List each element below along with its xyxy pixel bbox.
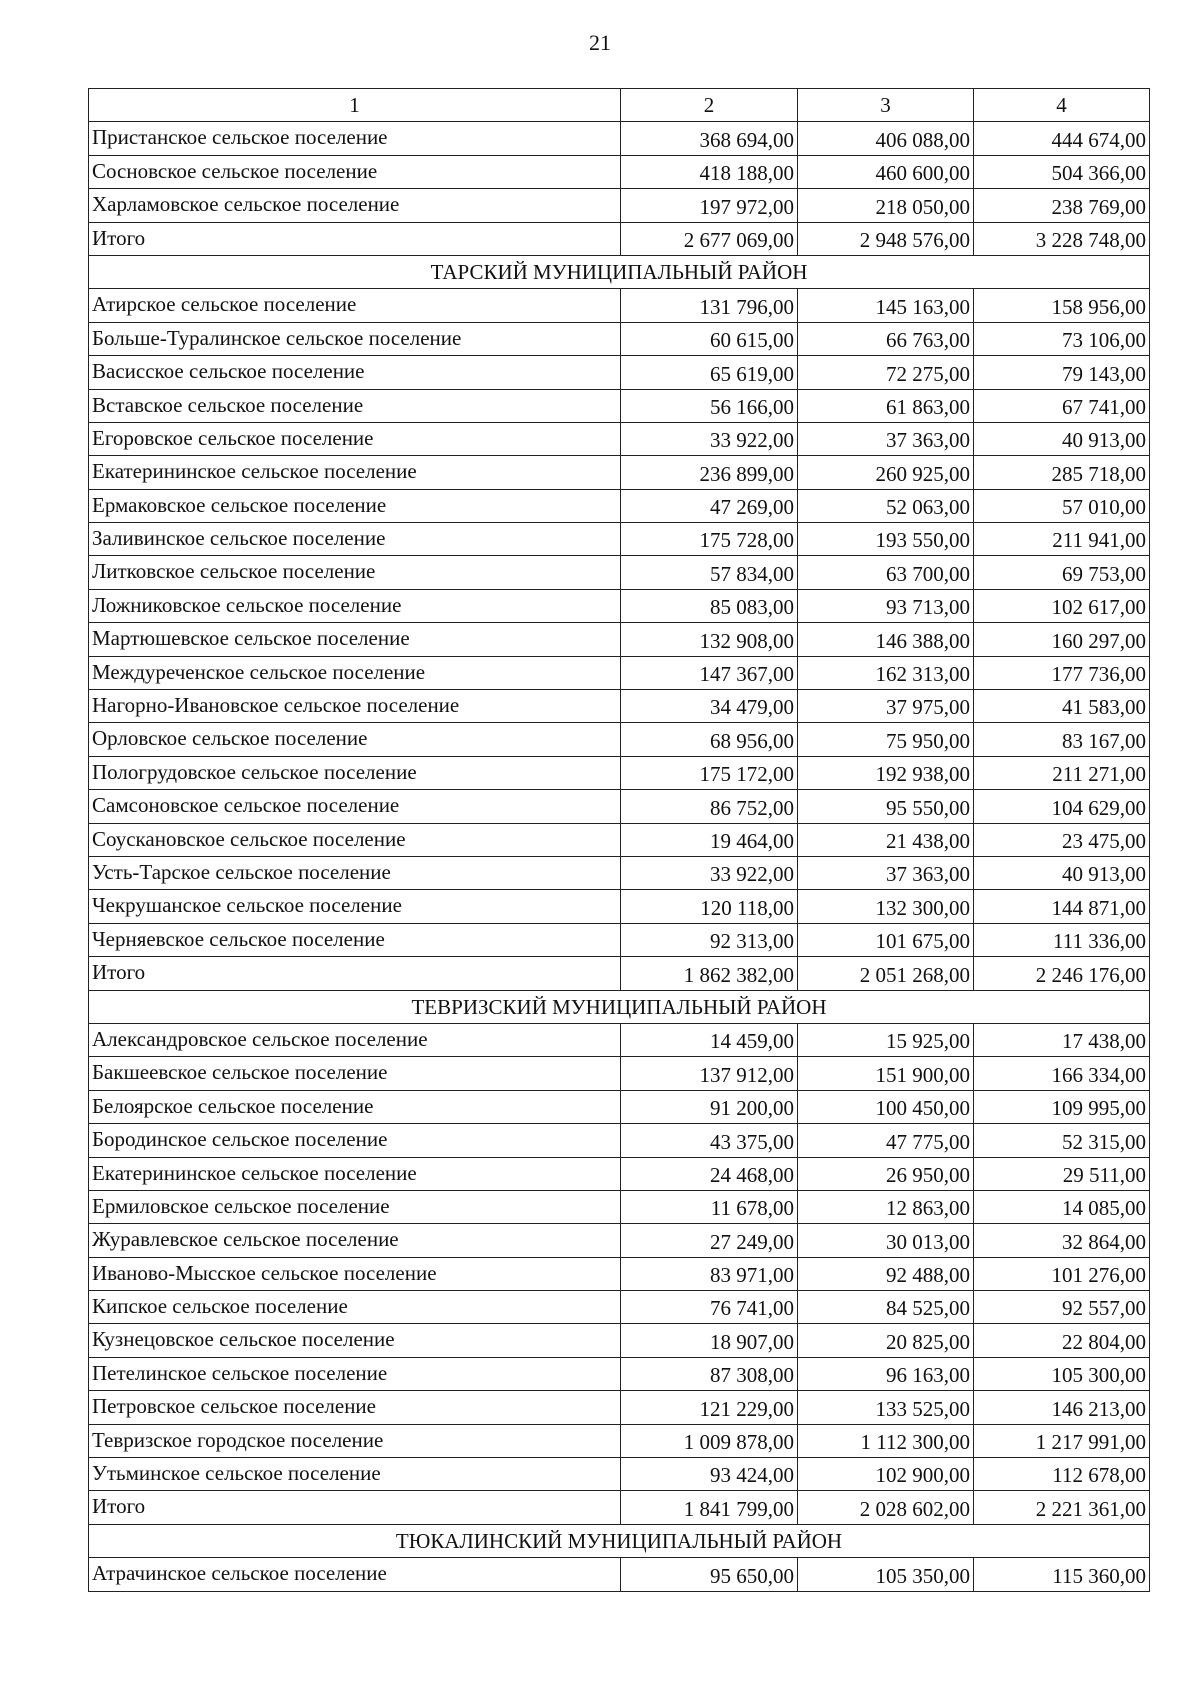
value-col-2: 57 834,00: [621, 556, 798, 589]
value-col-3: 1 112 300,00: [798, 1424, 974, 1457]
section-title: ТЮКАЛИНСКИЙ МУНИЦИПАЛЬНЫЙ РАЙОН: [89, 1524, 1150, 1557]
value-col-3: 102 900,00: [798, 1458, 974, 1491]
section-header-row: [89, 255, 1150, 288]
value-col-3: 63 700,00: [798, 556, 974, 589]
table-row: [89, 1224, 1150, 1257]
value-col-2: 60 615,00: [621, 322, 798, 355]
settlement-name: Заливинское сельское поселение: [89, 523, 621, 556]
page-number: 21: [589, 30, 611, 55]
value-col-2: 18 907,00: [621, 1324, 798, 1357]
value-col-3: 37 363,00: [798, 422, 974, 455]
total-row: [89, 1491, 1150, 1524]
value-col-4: 41 583,00: [974, 690, 1150, 723]
value-col-4: 3 228 748,00: [974, 222, 1150, 255]
settlement-name: Александровское сельское поселение: [89, 1023, 621, 1056]
settlement-name: Литковское сельское поселение: [89, 556, 621, 589]
value-col-3: 66 763,00: [798, 322, 974, 355]
header-row: [89, 89, 1150, 122]
allocation-table: [88, 88, 1150, 1592]
value-col-2: 2 677 069,00: [621, 222, 798, 255]
settlement-name: Бородинское сельское поселение: [89, 1124, 621, 1157]
table-row: [89, 823, 1150, 856]
value-col-2: 87 308,00: [621, 1357, 798, 1390]
value-col-3: 406 088,00: [798, 122, 974, 155]
value-col-4: 73 106,00: [974, 322, 1150, 355]
value-col-4: 104 629,00: [974, 790, 1150, 823]
settlement-name: Кипское сельское поселение: [89, 1291, 621, 1324]
value-col-2: 131 796,00: [621, 289, 798, 322]
settlement-name: Иваново-Мысское сельское поселение: [89, 1257, 621, 1290]
value-col-2: 93 424,00: [621, 1458, 798, 1491]
value-col-3: 192 938,00: [798, 756, 974, 789]
value-col-3: 145 163,00: [798, 289, 974, 322]
value-col-2: 85 083,00: [621, 589, 798, 622]
value-col-2: 1 841 799,00: [621, 1491, 798, 1524]
value-col-2: 147 367,00: [621, 656, 798, 689]
total-label: Итого: [89, 222, 621, 255]
value-col-2: 33 922,00: [621, 422, 798, 455]
value-col-3: 133 525,00: [798, 1391, 974, 1424]
value-col-3: 21 438,00: [798, 823, 974, 856]
section-header-row: [89, 990, 1150, 1023]
header-col-2: 2: [621, 89, 798, 122]
table-row: [89, 155, 1150, 188]
value-col-2: 33 922,00: [621, 856, 798, 889]
table-row: [89, 1324, 1150, 1357]
table-row: [89, 1057, 1150, 1090]
value-col-3: 100 450,00: [798, 1090, 974, 1123]
table-row: [89, 923, 1150, 956]
value-col-2: 92 313,00: [621, 923, 798, 956]
header-col-3: 3: [798, 89, 974, 122]
value-col-2: 11 678,00: [621, 1190, 798, 1223]
value-col-2: 175 172,00: [621, 756, 798, 789]
table-row: [89, 1357, 1150, 1390]
value-col-2: 14 459,00: [621, 1023, 798, 1056]
table-row: [89, 1458, 1150, 1491]
value-col-4: 2 221 361,00: [974, 1491, 1150, 1524]
table-row: [89, 589, 1150, 622]
value-col-3: 260 925,00: [798, 456, 974, 489]
value-col-4: 166 334,00: [974, 1057, 1150, 1090]
value-col-4: 40 913,00: [974, 856, 1150, 889]
settlement-name: Междуреченское сельское поселение: [89, 656, 621, 689]
value-col-4: 109 995,00: [974, 1090, 1150, 1123]
value-col-3: 47 775,00: [798, 1124, 974, 1157]
value-col-2: 56 166,00: [621, 389, 798, 422]
value-col-4: 23 475,00: [974, 823, 1150, 856]
value-col-3: 218 050,00: [798, 189, 974, 222]
value-col-2: 24 468,00: [621, 1157, 798, 1190]
settlement-name: Петелинское сельское поселение: [89, 1357, 621, 1390]
value-col-3: 96 163,00: [798, 1357, 974, 1390]
value-col-3: 37 975,00: [798, 690, 974, 723]
value-col-4: 17 438,00: [974, 1023, 1150, 1056]
total-label: Итого: [89, 957, 621, 990]
header-col-4: 4: [974, 89, 1150, 122]
table-row: [89, 489, 1150, 522]
value-col-2: 27 249,00: [621, 1224, 798, 1257]
table-row: [89, 1023, 1150, 1056]
settlement-name: Вставское сельское поселение: [89, 389, 621, 422]
table-row: [89, 1090, 1150, 1123]
settlement-name: Пристанское сельское поселение: [89, 122, 621, 155]
table-row: [89, 523, 1150, 556]
table-row: [89, 890, 1150, 923]
settlement-name: Утьминское сельское поселение: [89, 1458, 621, 1491]
value-col-4: 211 271,00: [974, 756, 1150, 789]
value-col-3: 95 550,00: [798, 790, 974, 823]
value-col-4: 2 246 176,00: [974, 957, 1150, 990]
value-col-4: 67 741,00: [974, 389, 1150, 422]
value-col-4: 111 336,00: [974, 923, 1150, 956]
value-col-4: 146 213,00: [974, 1391, 1150, 1424]
table-row: [89, 322, 1150, 355]
value-col-4: 14 085,00: [974, 1190, 1150, 1223]
value-col-2: 175 728,00: [621, 523, 798, 556]
value-col-3: 84 525,00: [798, 1291, 974, 1324]
value-col-4: 40 913,00: [974, 422, 1150, 455]
settlement-name: Белоярское сельское поселение: [89, 1090, 621, 1123]
settlement-name: Атирское сельское поселение: [89, 289, 621, 322]
settlement-name: Тевризское городское поселение: [89, 1424, 621, 1457]
settlement-name: Атрачинское сельское поселение: [89, 1558, 621, 1591]
table-row: [89, 189, 1150, 222]
table-row: [89, 723, 1150, 756]
value-col-4: 57 010,00: [974, 489, 1150, 522]
value-col-4: 211 941,00: [974, 523, 1150, 556]
value-col-4: 92 557,00: [974, 1291, 1150, 1324]
settlement-name: Кузнецовское сельское поселение: [89, 1324, 621, 1357]
table-row: [89, 422, 1150, 455]
settlement-name: Егоровское сельское поселение: [89, 422, 621, 455]
value-col-3: 162 313,00: [798, 656, 974, 689]
value-col-4: 238 769,00: [974, 189, 1150, 222]
value-col-3: 101 675,00: [798, 923, 974, 956]
value-col-2: 95 650,00: [621, 1558, 798, 1591]
value-col-3: 93 713,00: [798, 589, 974, 622]
value-col-4: 101 276,00: [974, 1257, 1150, 1290]
value-col-2: 34 479,00: [621, 690, 798, 723]
value-col-3: 61 863,00: [798, 389, 974, 422]
settlement-name: Нагорно-Ивановское сельское поселение: [89, 690, 621, 723]
value-col-4: 112 678,00: [974, 1458, 1150, 1491]
settlement-name: Соускановское сельское поселение: [89, 823, 621, 856]
table-row: [89, 356, 1150, 389]
settlement-name: Ермаковское сельское поселение: [89, 489, 621, 522]
value-col-4: 285 718,00: [974, 456, 1150, 489]
settlement-name: Васисское сельское поселение: [89, 356, 621, 389]
value-col-3: 146 388,00: [798, 623, 974, 656]
settlement-name: Усть-Тарское сельское поселение: [89, 856, 621, 889]
table-row: [89, 456, 1150, 489]
value-col-4: 160 297,00: [974, 623, 1150, 656]
value-col-3: 20 825,00: [798, 1324, 974, 1357]
value-col-3: 12 863,00: [798, 1190, 974, 1223]
value-col-2: 86 752,00: [621, 790, 798, 823]
table-row: [89, 790, 1150, 823]
value-col-3: 193 550,00: [798, 523, 974, 556]
value-col-4: 29 511,00: [974, 1157, 1150, 1190]
table-row: [89, 289, 1150, 322]
value-col-3: 2 051 268,00: [798, 957, 974, 990]
value-col-2: 83 971,00: [621, 1257, 798, 1290]
value-col-4: 177 736,00: [974, 656, 1150, 689]
value-col-4: 102 617,00: [974, 589, 1150, 622]
table-row: [89, 389, 1150, 422]
value-col-4: 158 956,00: [974, 289, 1150, 322]
section-title: ТАРСКИЙ МУНИЦИПАЛЬНЫЙ РАЙОН: [89, 255, 1150, 288]
settlement-name: Ложниковское сельское поселение: [89, 589, 621, 622]
value-col-2: 43 375,00: [621, 1124, 798, 1157]
settlement-name: Журавлевское сельское поселение: [89, 1224, 621, 1257]
value-col-3: 151 900,00: [798, 1057, 974, 1090]
table-row: [89, 122, 1150, 155]
table-row: [89, 623, 1150, 656]
table-row: [89, 1124, 1150, 1157]
table-row: [89, 1391, 1150, 1424]
settlement-name: Петровское сельское поселение: [89, 1391, 621, 1424]
value-col-4: 105 300,00: [974, 1357, 1150, 1390]
section-header-row: [89, 1524, 1150, 1557]
table-row: [89, 690, 1150, 723]
value-col-4: 79 143,00: [974, 356, 1150, 389]
value-col-4: 144 871,00: [974, 890, 1150, 923]
value-col-2: 121 229,00: [621, 1391, 798, 1424]
value-col-4: 22 804,00: [974, 1324, 1150, 1357]
value-col-2: 197 972,00: [621, 189, 798, 222]
settlement-name: Чекрушанское сельское поселение: [89, 890, 621, 923]
value-col-2: 65 619,00: [621, 356, 798, 389]
value-col-2: 19 464,00: [621, 823, 798, 856]
settlement-name: Орловское сельское поселение: [89, 723, 621, 756]
value-col-3: 15 925,00: [798, 1023, 974, 1056]
settlement-name: Сосновское сельское поселение: [89, 155, 621, 188]
value-col-4: 115 360,00: [974, 1558, 1150, 1591]
value-col-2: 47 269,00: [621, 489, 798, 522]
value-col-4: 69 753,00: [974, 556, 1150, 589]
table-row: [89, 1257, 1150, 1290]
settlement-name: Харламовское сельское поселение: [89, 189, 621, 222]
total-row: [89, 222, 1150, 255]
settlement-name: Черняевское сельское поселение: [89, 923, 621, 956]
value-col-2: 368 694,00: [621, 122, 798, 155]
value-col-4: 52 315,00: [974, 1124, 1150, 1157]
table-row: [89, 1558, 1150, 1591]
value-col-3: 2 948 576,00: [798, 222, 974, 255]
value-col-3: 37 363,00: [798, 856, 974, 889]
settlement-name: Ермиловское сельское поселение: [89, 1190, 621, 1223]
value-col-2: 132 908,00: [621, 623, 798, 656]
value-col-3: 75 950,00: [798, 723, 974, 756]
table-row: [89, 1291, 1150, 1324]
value-col-3: 52 063,00: [798, 489, 974, 522]
value-col-2: 1 862 382,00: [621, 957, 798, 990]
value-col-4: 1 217 991,00: [974, 1424, 1150, 1457]
table-body: [89, 89, 1150, 1592]
value-col-4: 504 366,00: [974, 155, 1150, 188]
value-col-3: 105 350,00: [798, 1558, 974, 1591]
value-col-2: 68 956,00: [621, 723, 798, 756]
table-row: [89, 1157, 1150, 1190]
value-col-2: 1 009 878,00: [621, 1424, 798, 1457]
total-label: Итого: [89, 1491, 621, 1524]
table-row: [89, 656, 1150, 689]
total-row: [89, 957, 1150, 990]
value-col-4: 444 674,00: [974, 122, 1150, 155]
value-col-4: 32 864,00: [974, 1224, 1150, 1257]
settlement-name: Самсоновское сельское поселение: [89, 790, 621, 823]
settlement-name: Больше-Туралинское сельское поселение: [89, 322, 621, 355]
settlement-name: Екатерининское сельское поселение: [89, 456, 621, 489]
value-col-3: 460 600,00: [798, 155, 974, 188]
value-col-2: 236 899,00: [621, 456, 798, 489]
value-col-4: 83 167,00: [974, 723, 1150, 756]
value-col-3: 30 013,00: [798, 1224, 974, 1257]
table-row: [89, 756, 1150, 789]
table-row: [89, 856, 1150, 889]
table-row: [89, 1424, 1150, 1457]
settlement-name: Пологрудовское сельское поселение: [89, 756, 621, 789]
value-col-3: 2 028 602,00: [798, 1491, 974, 1524]
value-col-3: 72 275,00: [798, 356, 974, 389]
value-col-2: 418 188,00: [621, 155, 798, 188]
settlement-name: Мартюшевское сельское поселение: [89, 623, 621, 656]
table-row: [89, 1190, 1150, 1223]
value-col-3: 26 950,00: [798, 1157, 974, 1190]
value-col-2: 91 200,00: [621, 1090, 798, 1123]
section-title: ТЕВРИЗСКИЙ МУНИЦИПАЛЬНЫЙ РАЙОН: [89, 990, 1150, 1023]
settlement-name: Екатерининское сельское поселение: [89, 1157, 621, 1190]
header-col-1: 1: [89, 89, 621, 122]
value-col-2: 76 741,00: [621, 1291, 798, 1324]
value-col-3: 132 300,00: [798, 890, 974, 923]
table-row: [89, 556, 1150, 589]
value-col-2: 137 912,00: [621, 1057, 798, 1090]
value-col-3: 92 488,00: [798, 1257, 974, 1290]
settlement-name: Бакшеевское сельское поселение: [89, 1057, 621, 1090]
value-col-2: 120 118,00: [621, 890, 798, 923]
